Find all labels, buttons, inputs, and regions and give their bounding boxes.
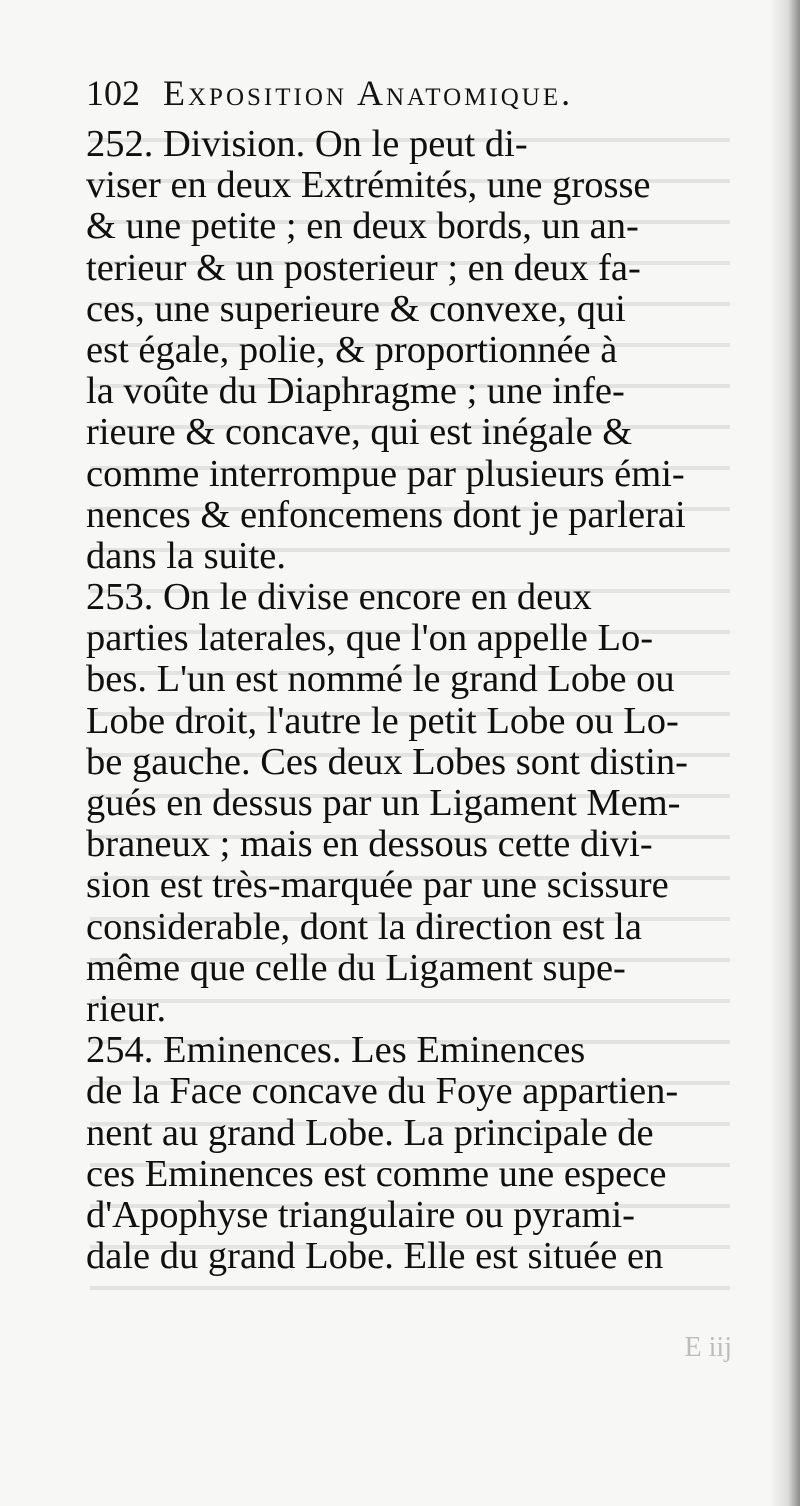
text-line: ces Eminences est comme une espece <box>86 1152 667 1195</box>
page-number: 102 <box>86 73 140 113</box>
running-title: Exposition Anatomique. <box>163 73 574 113</box>
text-line: 252. Division. On le peut di- <box>86 123 528 165</box>
text-line: be gauche. Ces deux Lobes sont distin- <box>86 740 688 783</box>
text-line: 254. Eminences. Les Eminences <box>86 1029 586 1072</box>
text-line: nent au grand Lobe. La principale de <box>86 1111 654 1154</box>
text-line: dale du grand Lobe. Elle est située en <box>86 1235 664 1278</box>
text-line: comme interrompue par plusieurs émi- <box>86 452 685 495</box>
text-line: parties laterales, que l'on appelle Lo- <box>86 617 654 660</box>
page-body <box>86 124 728 1277</box>
text-line: viser en deux Extrémités, une grosse <box>86 164 651 207</box>
text-line: nences & enfoncemens dont je parlerai <box>86 493 686 536</box>
signature-mark: E iij <box>684 1332 732 1363</box>
text-line: rieur. <box>86 987 167 1030</box>
text-line: Lobe droit, l'autre le petit Lobe ou Lo- <box>86 699 679 742</box>
text-line: terieur & un posterieur ; en deux fa- <box>86 246 641 289</box>
text-line: est égale, polie, & proportionnée à <box>86 328 618 371</box>
text-line: braneux ; mais en dessous cette divi- <box>86 823 653 866</box>
text-line: considerable, dont la direction est la <box>86 905 642 948</box>
running-header <box>86 72 698 124</box>
text-line: gués en dessus par un Ligament Mem- <box>86 782 681 824</box>
text-line: bes. L'un est nommé le grand Lobe ou <box>86 658 675 701</box>
text-line: ces, une superieure & convexe, qui <box>86 287 626 330</box>
text-line: d'Apophyse triangulaire ou pyrami- <box>86 1193 636 1236</box>
text-line: & une petite ; en deux bords, un an- <box>86 205 639 248</box>
text-line: 253. On le divise encore en deux <box>86 576 592 619</box>
text-line: dans la suite. <box>86 534 286 577</box>
text-line: la voûte du Diaphragme ; une infe- <box>86 370 625 413</box>
text-line: même que celle du Ligament supe- <box>86 946 626 989</box>
text-line: de la Face concave du Foye appartien- <box>86 1070 679 1113</box>
text-line: rieure & concave, qui est inégale & <box>86 411 633 454</box>
page-edge-shadow <box>770 0 800 1506</box>
text-line: sion est très-marquée par une scissure <box>86 864 669 907</box>
